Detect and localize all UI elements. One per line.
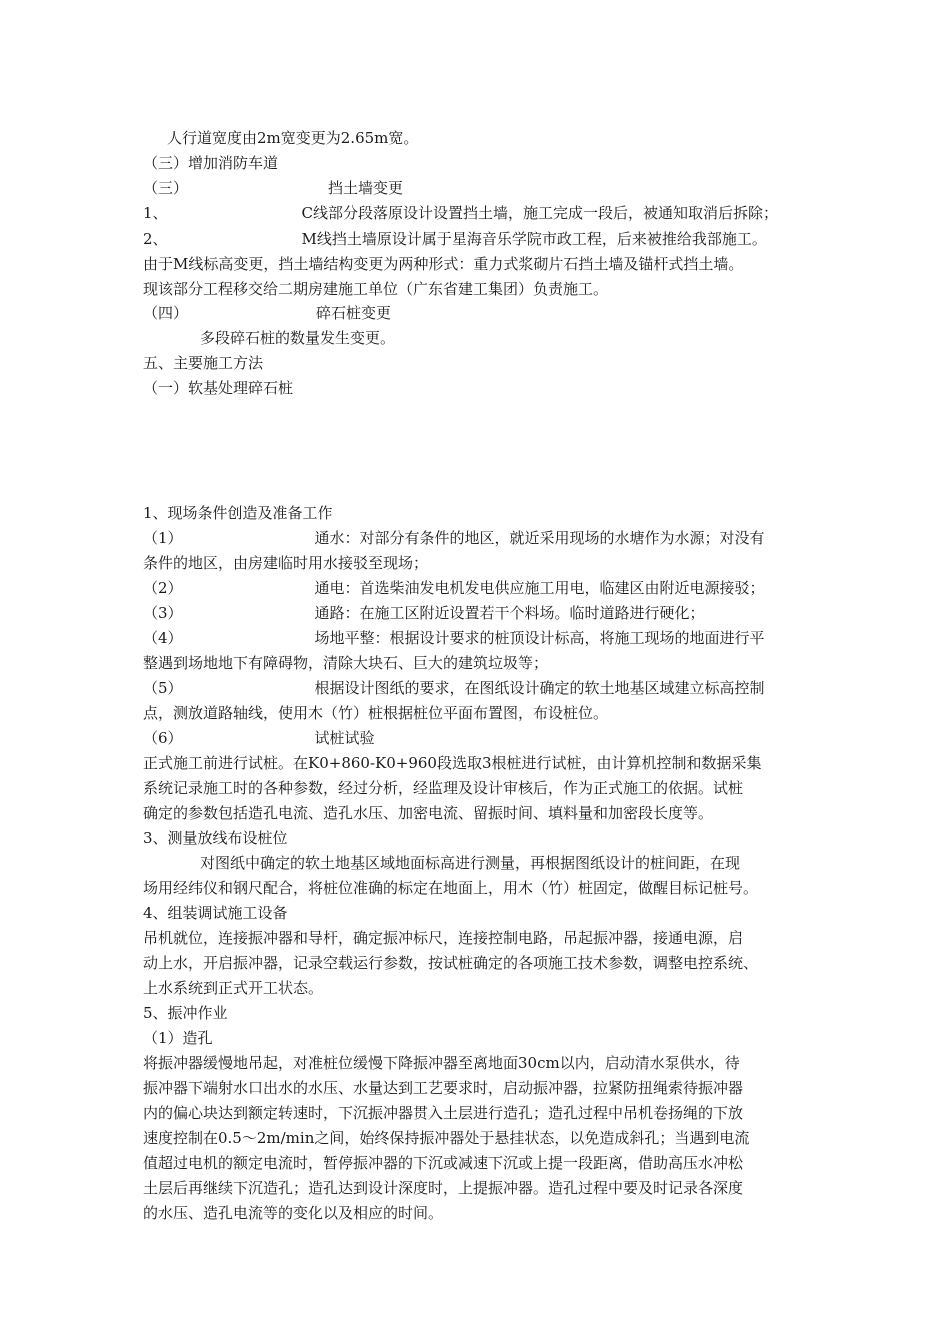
text-line: 吊机就位，连接振冲器和导杆，确定振冲标尺，连接控制电路，吊起振冲器，接通电源，启 (143, 929, 744, 947)
text-line: 速度控制在0.5～2m/min之间，始终保持振冲器处于悬挂状态，以免造成斜孔；当遇到电流 (143, 1129, 750, 1147)
item-number: （6） (143, 729, 183, 747)
list-item (143, 229, 767, 251)
chapter-heading: 五、主要施工方法 (143, 354, 264, 372)
subsection-heading: 4、组装调试施工设备 (143, 904, 288, 922)
item-text: C线部分段落原设计设置挡土墙，施工完成一段后，被通知取消后拆除； (301, 204, 779, 222)
heading-number: （四） (143, 304, 189, 322)
text-line: 动上水，开启振冲器，记录空载运行参数，按试桩确定的各项施工技术参数，调整电控系统、 (143, 954, 759, 972)
heading-text: 碎石桩变更 (316, 304, 392, 322)
heading-text: 挡土墙变更 (328, 179, 404, 197)
subsection-heading: 5、振冲作业 (143, 1004, 228, 1022)
item-text: 通路：在施工区附近设置若干个料场。临时道路进行硬化； (314, 604, 705, 622)
item-number: （1） (143, 529, 183, 547)
text-line: 对图纸中确定的软土地基区域地面标高进行测量，再根据图纸设计的桩间距，在现 (200, 854, 741, 872)
text-line: 人行道宽度由2m宽变更为2.65m宽。 (167, 129, 419, 147)
subsection-heading: 3、测量放线布设桩位 (143, 829, 288, 847)
text-line: 由于M线标高变更，挡土墙结构变更为两种形式：重力式浆砌片石挡土墙及锚杆式挡土墙。 (143, 255, 744, 273)
item-number: （4） (143, 629, 183, 647)
text-line: 的水压、造孔电流等的变化以及相应的时间。 (143, 1204, 444, 1222)
text-line: 整遇到场地地下有障碍物，清除大块石、巨大的建筑垃圾等； (143, 654, 549, 672)
item-number: （5） (143, 679, 183, 697)
item-number: （3） (143, 604, 183, 622)
text-line: 现该部分工程移交给二期房建施工单位（广东省建工集团）负责施工。 (143, 280, 609, 298)
list-item (143, 628, 765, 650)
item-text: 根据设计图纸的要求，在图纸设计确定的软土地基区域建立标高控制 (314, 679, 765, 697)
list-item (143, 678, 765, 700)
item-number: 1、 (143, 204, 168, 222)
item-text: 试桩试验 (314, 729, 375, 747)
text-line: 场用经纬仪和钢尺配合，将桩位准确的标定在地面上，用木（竹）桩固定，做醒目标记桩号。 (143, 879, 759, 897)
text-line: 点，测放道路轴线，使用木（竹）桩根据桩位平面布置图，布设桩位。 (143, 704, 609, 722)
section-heading (143, 303, 391, 325)
item-number: （2） (143, 579, 183, 597)
item-text: 通电：首选柴油发电机发电供应施工用电，临建区由附近电源接驳； (314, 579, 765, 597)
text-line: 确定的参数包括造孔电流、造孔水压、加密电流、留振时间、填料量和加密段长度等。 (143, 804, 714, 822)
text-line: 上水系统到正式开工状态。 (143, 979, 324, 997)
list-item (143, 203, 778, 225)
list-item (143, 578, 765, 600)
text-line: 土层后再继续下沉造孔；造孔达到设计深度时，上提振冲器。造孔过程中要及时记录各深度 (143, 1179, 744, 1197)
section-heading (143, 178, 403, 200)
list-item (143, 603, 705, 625)
heading-number: （三） (143, 179, 189, 197)
text-line: 内的偏心块达到额定转速时，下沉振冲器贯入土层进行造孔；造孔过程中吊机卷扬绳的下放 (143, 1104, 744, 1122)
text-line: 系统记录施工时的各种参数，经过分析，经监理及设计审核后，作为正式施工的依据。试桩 (143, 779, 744, 797)
item-text: M线挡土墙原设计属于星海音乐学院市政工程，后来被推给我部施工。 (301, 230, 767, 248)
item-text: 场地平整：根据设计要求的桩顶设计标高，将施工现场的地面进行平 (314, 629, 765, 647)
text-line: 多段碎石桩的数量发生变更。 (200, 329, 396, 347)
subsection-heading: 1、现场条件创造及准备工作 (143, 504, 333, 522)
text-line: 正式施工前进行试桩。在K0+860-K0+960段选取3根桩进行试桩，由计算机控制和数据采集 (143, 754, 762, 772)
text-line: 振冲器下端射水口出水的水压、水量达到工艺要求时，启动振冲器，拉紧防扭绳索待振冲器 (143, 1079, 744, 1097)
item-number: 2、 (143, 230, 168, 248)
text-line: 将振冲器缓慢地吊起，对准桩位缓慢下降振冲器至离地面30cm以内，启动清水泵供水，待 (143, 1054, 740, 1072)
section-heading: （一）软基处理碎石桩 (143, 379, 294, 397)
text-line: 值超过电机的额定电流时，暂停振冲器的下沉或减速下沉或上提一段距离，借助高压水冲松 (143, 1154, 744, 1172)
item-text: 通水：对部分有条件的地区，就近采用现场的水塘作为水源；对没有 (314, 529, 765, 547)
subsection-heading: （1）造孔 (143, 1029, 213, 1047)
list-item (143, 528, 765, 550)
list-item (143, 728, 375, 750)
section-heading: （三）增加消防车道 (143, 154, 279, 172)
text-line: 条件的地区，由房建临时用水接驳至现场； (143, 554, 429, 572)
